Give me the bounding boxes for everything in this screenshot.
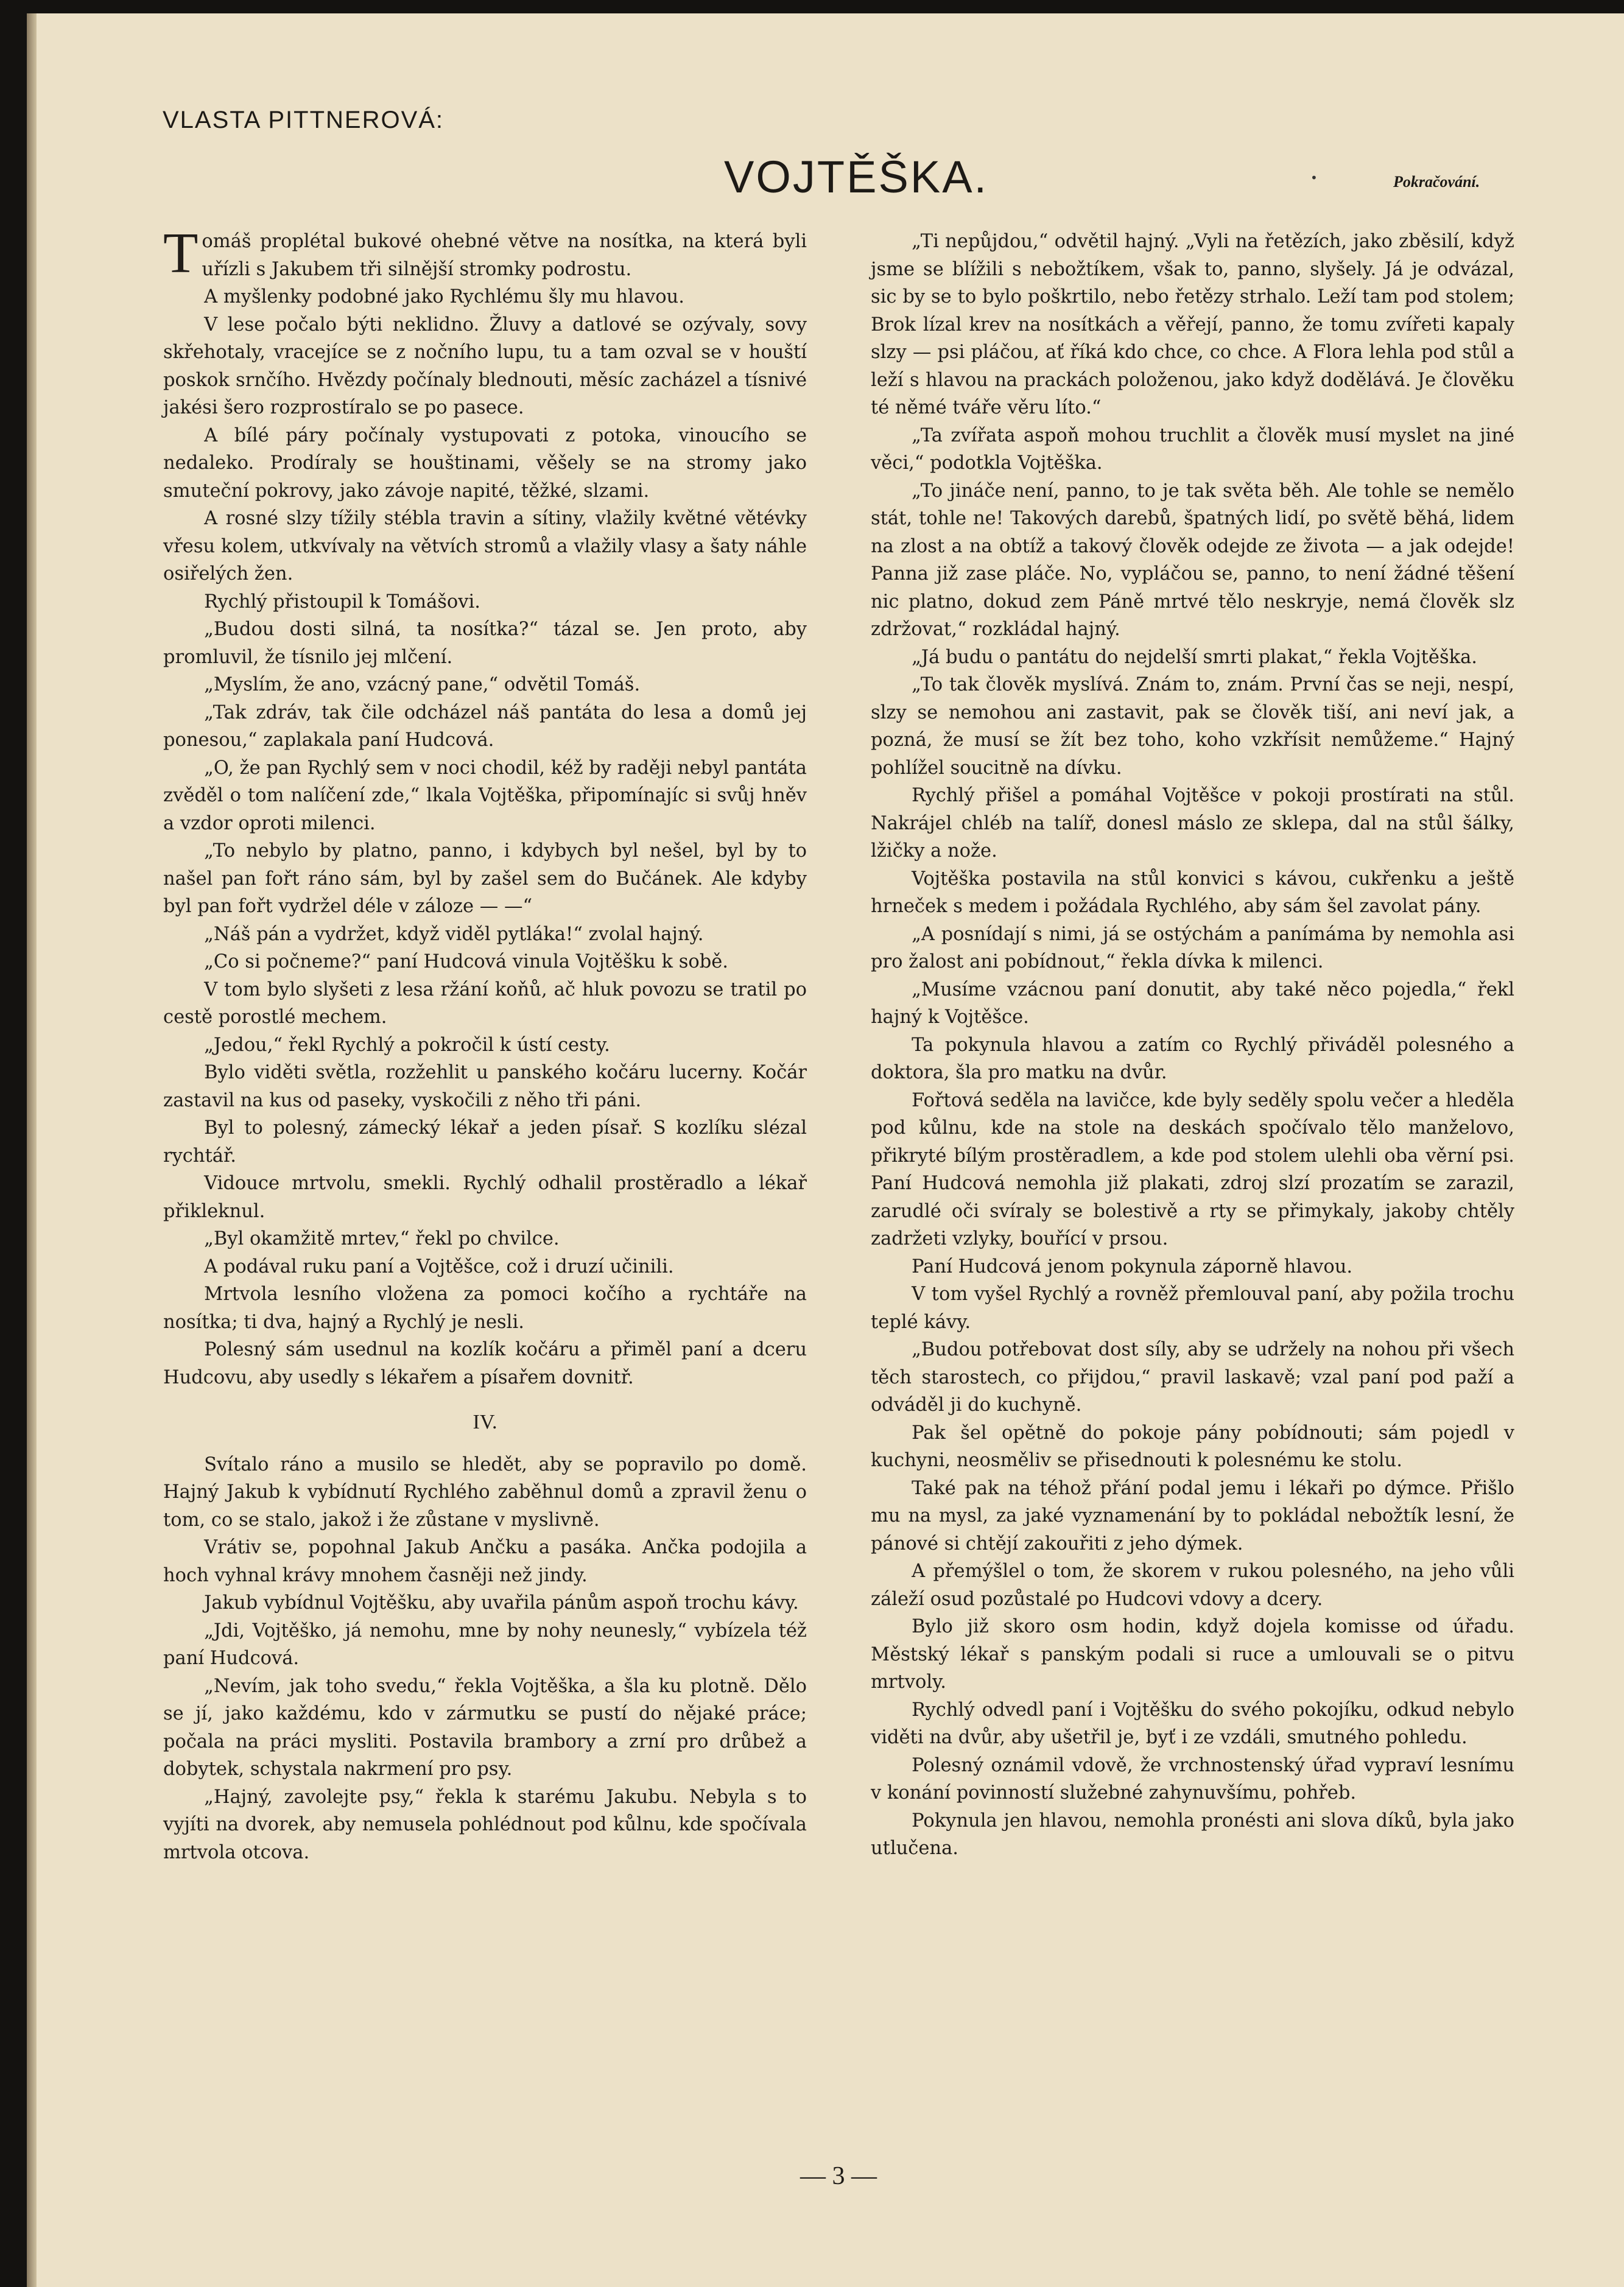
decorative-dot: • [1310,170,1318,185]
paragraph: „O, že pan Rychlý sem v noci chodil, kéž by raději nebyl pantáta zvěděl o tom nalíčení zde,“ lkala Vojtěška, připomínajíc si svůj hněv a vzdor oproti milenci. [163,757,807,834]
paragraph: Tomáš proplétal bukové ohebné větve na nosítka, na která byli uřízli s Jakubem tři silnější stromky podrostu. [163,222,807,285]
page-spine [27,13,37,2287]
magazine-page [27,13,1624,2287]
paragraph: A přemýšlel o tom, že skorem v rukou polesného, na jeho vůli záleží osud pozůstalé po Hudcovi vdovy a dcery. [871,1561,1514,1610]
author-name: VLASTA PITTNEROVÁ: [163,107,445,133]
paragraph: „Ta zvířata aspoň mohou truchlit a člověk musí myslet na jiné věci,“ podotkla Vojtěška. [871,424,1514,474]
paragraph: „Tak zdráv, tak čile odcházel náš pantáta do lesa a domů jej ponesou,“ zaplakala paní Hudcová. [163,701,807,751]
paragraph: V tom bylo slyšeti z lesa ržání koňů, ač hluk povozu se tratil po cestě porostlé mechem. [163,978,807,1028]
paragraph: Rychlý přistoupil k Tomášovi. [204,591,480,613]
paragraph: Vojtěška postavila na stůl konvici s kávou, cukřenku a ještě hrneček s medem i požádala Rychlého, aby sám šel zavolat pány. [871,868,1514,917]
paragraph: „Byl okamžitě mrtev,“ řekl po chvilce. [204,1228,560,1249]
paragraph: „Já budu o pantátu do nejdelší smrti plakat,“ řekla Vojtěška. [912,646,1477,668]
paragraph: Svítalo ráno a musilo se hledět, aby se popravilo po domě. Hajný Jakub k vybídnutí Rychlého zaběhnul domů a zpravil ženu o tom, co se stalo, jakož i že zůstane v myslivně. [163,1453,807,1531]
paragraph: Rychlý přišel a pomáhal Vojtěšce v pokoji prostírati na stůl. Nakrájel chléb na talíř, donesl máslo ze sklepa, dal na stůl šálky, lžičky a nože. [871,785,1514,862]
paragraph: V lese počalo býti neklidno. Žluvy a datlové se ozývaly, sovy skřehotaly, vracejíce se z nočního lupu, tu a tam ozval se v houští poskok srnčího. Hvězdy počínaly blednouti, měsíc zacházel a tísnivé jakési šero rozprostíralo se po pasece. [163,314,807,418]
paragraph: Bylo již skoro osm hodin, když dojela komisse od úřadu. Městský lékař s panským podali si ruce a umlouvali se o pitvu mrtvoly. [871,1616,1514,1693]
paragraph: Vidouce mrtvolu, smekli. Rychlý odhalil prostěradlo a lékař přikleknul. [163,1173,807,1222]
paragraph: „Musíme vzácnou paní donutit, aby také něco pojedla,“ řekl hajný k Vojtěšce. [871,978,1514,1028]
right-column [871,228,1514,1863]
paragraph: Jakub vybídnul Vojtěšku, aby uvařila pánům aspoň trochu kávy. [204,1592,799,1614]
page-number: — 3 — [800,2162,877,2190]
paragraph: Bylo viděti světla, rozžehlit u panského kočáru lucerny. Kočár zastavil na kus od paseky, vyskočili z něho tři páni. [163,1062,807,1111]
paragraph: Paní Hudcová jenom pokynula záporně hlavou. [912,1256,1353,1277]
paragraph: A podával ruku paní a Vojtěšce, což i druzí učinili. [204,1256,674,1277]
paragraph: A rosné slzy tížily stébla travin a sítiny, vlažily květné větévky vřesu kolem, utkvívaly na větvích stromů a vlažily vlasy a šaty náhle osiřelých žen. [163,508,807,585]
continuation-note: Pokračování. [1393,173,1480,191]
paragraph: Pokynula jen hlavou, nemohla pronésti ani slova díků, byla jako utlučena. [871,1810,1514,1859]
paragraph: „Budou potřebovat dost síly, aby se udržely na nohou při všech těch starostech, co přijdou,“ pravil laskavě; vzal paní pod paží a odváděl ji do kuchyně. [871,1339,1514,1416]
paragraph: „Budou dosti silná, ta nosítka?“ tázal se. Jen proto, aby promluvil, že tísnilo jej mlčení. [163,619,807,668]
paragraph: Byl to polesný, zámecký lékař a jeden písař. S kozlíku slézal rychtář. [163,1117,807,1167]
paragraph: „Myslím, že ano, vzácný pane,“ odvětil Tomáš. [204,674,641,695]
drop-cap: T [163,222,199,285]
paragraph: Vrátiv se, popohnal Jakub Ančku a pasáka. Ančka podojila a hoch vyhnal krávy mnohem časněji než jindy. [163,1537,807,1586]
paragraph: „To tak člověk myslívá. Znám to, znám. První čas se neji, nespí, slzy se nemohou ani zastavit, pak se člověk tiší, ani neví jak, a pozná, že musí se žít bez toho, koho vzkřísit nemůžeme.“ Hajný pohlížel soucitně na dívku. [871,674,1514,779]
paragraph: Fořtová seděla na lavičce, kde byly seděly spolu večer a hleděla pod kůlnu, kde na stole na deskách spočívalo tělo manželovo, přikryté bílým prostěradlem, a kde pod stolem ulehli oba věrní psi. Paní Hudcová nemohla již plakati, zdroj slzí prozatím se zarazil, zarudlé oči svíraly se bolestivě a rty se přimykaly, jakoby chtěly zadržeti vzlyky, bouřící v prsou. [871,1089,1514,1249]
paragraph: Rychlý odvedl paní i Vojtěšku do svého pokojíku, odkud nebylo viděti na dvůr, aby ušetřil je, byť i ze vzdáli, smutného pohledu. [871,1699,1514,1748]
section-heading: IV. [473,1411,497,1433]
paragraph: A bílé páry počínaly vystupovati z potoka, vinoucího se nedaleko. Prodíraly se houštinami, věšely se na stromy jako smuteční pokrovy, jako závoje napité, těžké, slzami. [163,424,807,502]
paragraph: V tom vyšel Rychlý a rovněž přemlouval paní, aby požila trochu teplé kávy. [871,1284,1514,1333]
paragraph: „To jináče není, panno, to je tak světa běh. Ale tohle se nemělo stát, tohle ne! Takových darebů, špatných lidí, po světě běhá, lidem na zlost a na obtíž a takový člověk odejde ze života — a jak odejde! Panna již zase pláče. No, vypláčou se, panno, to není žádné těšení nic platno, dokud zem Páně mrtvé tělo neskryje, nemá člověk slz zdržovat,“ rozkládal hajný. [871,480,1514,640]
paragraph: „Ti nepůjdou,“ odvětil hajný. „Vyli na řetězích, jako zběsilí, když jsme se blížili s nebožtíkem, však to, panno, slyšely. Já je odvázal, sic by se to bylo poškrtilo, nebo řetězy strhalo. Leží tam pod stolem; Brok lízal krev na nosítkách a věřejí, panno, že tomu zvířeti kapaly slzy — psi pláčou, ať říká kdo chce, co chce. A Flora lehla pod stůl a leží s hlavou na prackách položenou, jako když dodělává. Je člověku té němé tváře věru líto.“ [871,231,1514,418]
story-title: VOJTĚŠKA. [724,152,989,202]
paragraph: Polesný oznámil vdově, že vrchnostenský úřad vypraví lesnímu v konání povinností služebné zahynuvšímu, pohřeb. [871,1754,1514,1804]
paragraph: „Jdi, Vojtěško, já nemohu, mne by nohy neunesly,“ vybízela též paní Hudcová. [163,1620,807,1669]
left-column [163,222,807,1866]
paragraph: „Nevím, jak toho svedu,“ řekla Vojtěška, a šla ku plotně. Dělo se jí, jako každému, kdo v zármutku se pustí do nějaké práce; počala na práci mysliti. Postavila brambory a zrní pro drůbež a dobytek, schystala nakrmení pro psy. [163,1675,807,1780]
paragraph: Mrtvola lesního vložena za pomoci kočího a rychtáře na nosítka; ti dva, hajný a Rychlý je nesli. [163,1284,807,1333]
paragraph: „A posnídají s nimi, já se ostýchám a panímáma by nemohla asi pro žalost ani pobídnout,“ řekla dívka k milenci. [871,923,1514,972]
paragraph: „Náš pán a vydržet, když viděl pytláka!“ zvolal hajný. [204,923,704,945]
paragraph: Polesný sám usednul na kozlík kočáru a přiměl paní a dceru Hudcovu, aby usedly s lékařem a písařem dovnitř. [163,1339,807,1388]
paragraph: „To nebylo by platno, panno, i kdybych byl nešel, byl by to našel pan fořt ráno sám, byl by zašel sem do Bučánek. Ale kdyby byl pan fořt vydržel déle v záloze — —“ [163,840,807,917]
paragraph: A myšlenky podobné jako Rychlému šly mu hlavou. [204,286,684,307]
paragraph: „Co si počneme?“ paní Hudcová vinula Vojtěšku k sobě. [204,951,728,972]
paragraph: „Hajný, zavolejte psy,“ řekla k starému Jakubu. Nebyla s to vyjíti na dvorek, aby nemusela pohlédnout pod kůlnu, kde spočívala mrtvola otcova. [163,1786,807,1863]
paragraph: Ta pokynula hlavou a zatím co Rychlý přiváděl polesného a doktora, šla pro matku na dvůr. [871,1034,1514,1083]
paragraph: Pak šel opětně do pokoje pány pobídnouti; sám pojedl v kuchyni, neosměliv se přisednouti k polesnému ke stolu. [871,1422,1514,1471]
paragraph: Také pak na téhož přání podal jemu i lékaři po dýmce. Přišlo mu na mysl, za jaké vyznamenání by to pokládal nebožtík lesní, že pánové si chtějí zakouřiti z jeho dýmek. [871,1477,1514,1555]
paragraph: „Jedou,“ řekl Rychlý a pokročil k ústí cesty. [204,1034,610,1056]
